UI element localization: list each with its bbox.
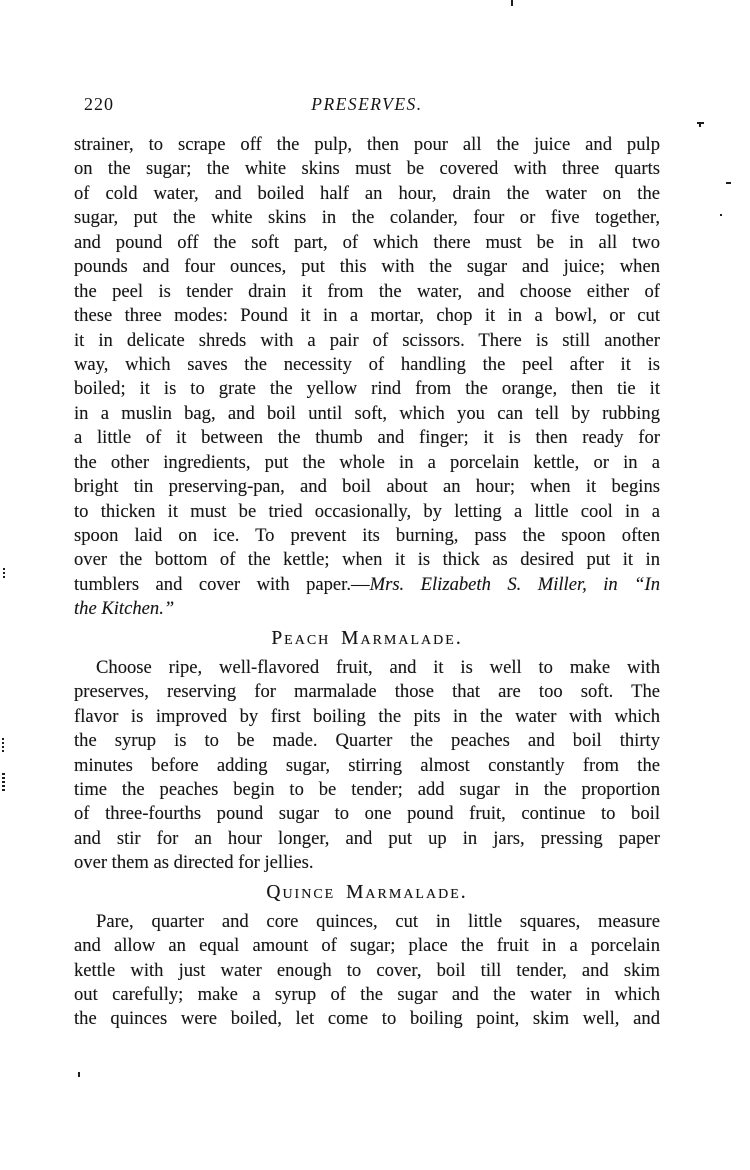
scan-speck bbox=[726, 182, 731, 184]
text-line: Pare, quarter and core quinces, cut in little squares, measure bbox=[96, 910, 660, 932]
text-line: the syrup is to be made. Quarter the peaches and boil thirty bbox=[74, 730, 660, 752]
peach-marmalade-paragraph bbox=[74, 656, 660, 876]
scan-speck bbox=[3, 568, 5, 580]
text-line: and allow an equal amount of sugar; place the fruit in a porcelain bbox=[74, 935, 660, 957]
running-head: PRESERVES. bbox=[311, 94, 423, 114]
text-line: Choose ripe, well-flavored fruit, and it is well to make with bbox=[96, 656, 660, 678]
text-line: strainer, to scrape off the pulp, then pour all the juice and pulp bbox=[74, 134, 660, 155]
scan-speck bbox=[78, 1072, 80, 1077]
text-line: preserves, reserving for marmalade those that are too soft. The bbox=[74, 681, 660, 703]
scan-speck bbox=[720, 214, 722, 216]
text-line: the peel is tender drain it from the water, and choose either of bbox=[74, 280, 660, 302]
text-line: bright tin preserving-pan, and boil about an hour; when it begins bbox=[74, 476, 660, 498]
text-line: flavor is improved by first boiling the pits in the water with which bbox=[74, 705, 660, 727]
peach-marmalade-heading: Peach Marmalade. bbox=[271, 627, 463, 649]
text-line: it in delicate shreds with a pair of scissors. There is still another bbox=[74, 329, 660, 351]
text-line: tumblers and cover with paper.—Mrs. Elizabeth S. Miller, in “In bbox=[74, 573, 660, 595]
text-line: time the peaches begin to be tender; add sugar in the proportion bbox=[74, 778, 660, 800]
text-line: to thicken it must be tried occasionally, by letting a little cool in a bbox=[74, 500, 660, 522]
text-line: pounds and four ounces, put this with the sugar and juice; when bbox=[74, 256, 660, 278]
text-line: minutes before adding sugar, stirring almost constantly from the bbox=[74, 754, 660, 776]
quince-marmalade-paragraph bbox=[74, 910, 660, 1032]
text-line: of cold water, and boiled half an hour, drain the water on the bbox=[74, 182, 660, 204]
page-header bbox=[74, 95, 660, 115]
scan-speck bbox=[699, 124, 701, 127]
text-line: and pound off the soft part, of which there must be in all two bbox=[74, 231, 660, 253]
text-line: in a muslin bag, and boil until soft, which you can tell by rubbing bbox=[74, 402, 660, 424]
text-line: these three modes: Pound it in a mortar, chop it in a bowl, or cut bbox=[74, 305, 660, 327]
text-line: the Kitchen.” bbox=[74, 598, 175, 620]
text-line: kettle with just water enough to cover, boil till tender, and skim bbox=[74, 959, 660, 981]
quince-marmalade-heading: Quince Marmalade. bbox=[266, 881, 468, 903]
scan-speck bbox=[2, 738, 4, 752]
text-line: over them as directed for jellies. bbox=[74, 852, 314, 874]
text-line: the other ingredients, put the whole in a porcelain kettle, or in a bbox=[74, 451, 660, 473]
scan-speck bbox=[511, 0, 513, 6]
orange-marmalade-continuation bbox=[74, 133, 660, 622]
text-line: out carefully; make a syrup of the sugar and the water in which bbox=[74, 984, 660, 1005]
text-line: the quinces were boiled, let come to boiling point, skim well, and bbox=[74, 1008, 660, 1030]
text-line: spoon laid on ice. To prevent its burning, pass the spoon often bbox=[74, 525, 660, 546]
text-line: boiled; it is to grate the yellow rind from the orange, then tie it bbox=[74, 378, 660, 400]
text-line: over the bottom of the kettle; when it is thick as desired put it in bbox=[74, 549, 660, 571]
text-line: sugar, put the white skins in the colander, four or five together, bbox=[74, 207, 660, 229]
text-line: way, which saves the necessity of handling the peel after it is bbox=[74, 353, 660, 375]
text-line: of three-fourths pound sugar to one pound fruit, continue to boil bbox=[74, 803, 660, 825]
text-line: on the sugar; the white skins must be covered with three quarts bbox=[74, 158, 660, 180]
scan-speck bbox=[2, 773, 5, 791]
text-line: a little of it between the thumb and finger; it is then ready for bbox=[74, 427, 660, 449]
page-body bbox=[74, 133, 660, 1032]
page-number: 220 bbox=[84, 94, 114, 114]
text-line: and stir for an hour longer, and put up in jars, pressing paper bbox=[74, 827, 660, 849]
